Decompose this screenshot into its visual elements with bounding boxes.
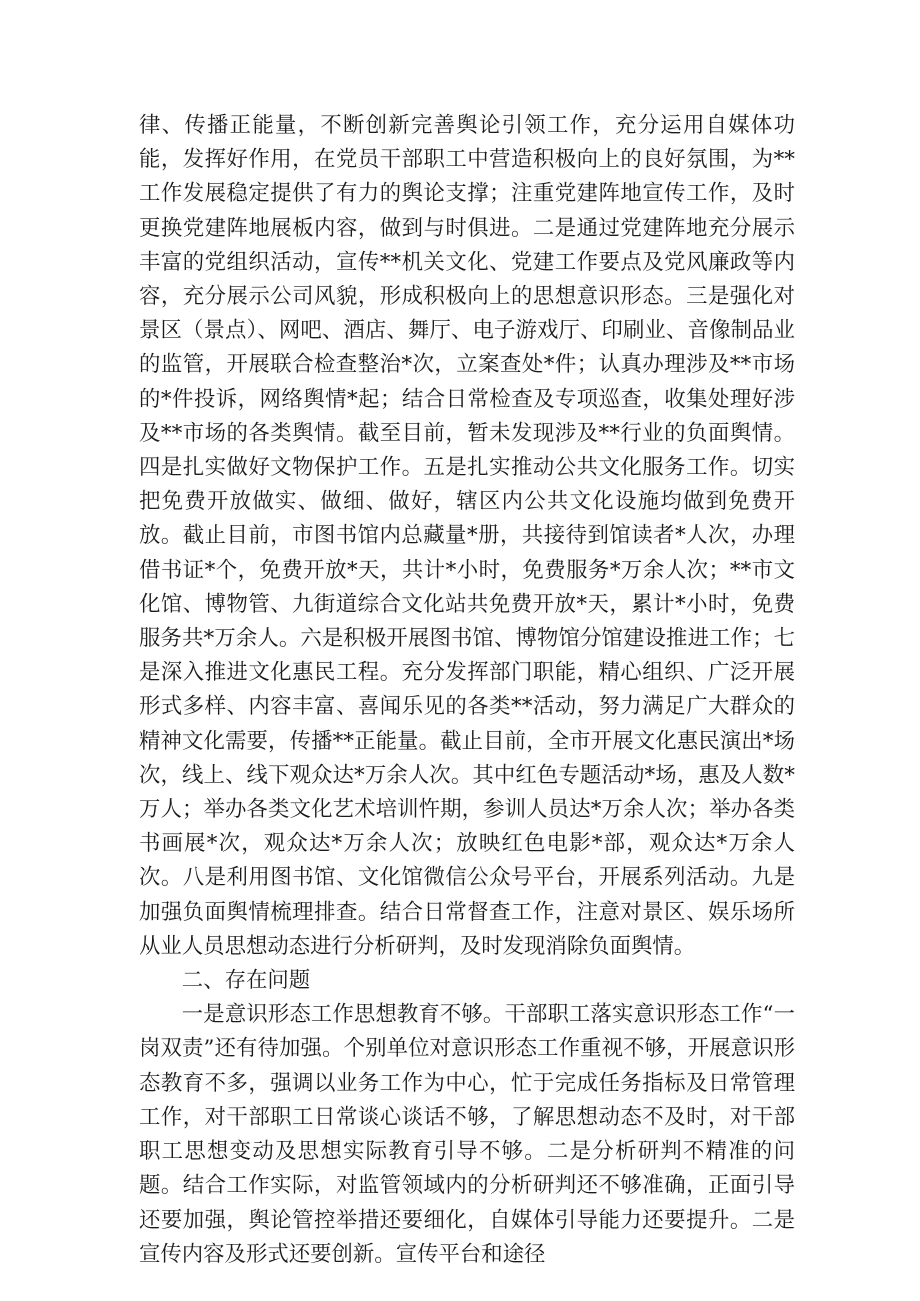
document-body: [139, 109, 795, 1272]
section-heading-problems: 二、存在问题: [181, 968, 311, 994]
paragraph-problems: 一是意识形态工作思想教育不够。干部职工落实意识形态工作“一岗双责”还有待加强。个别单位对意识形态工作重视不够，开展意识形态教育不多，强调以业务工作为中心，忙于完成任务指标及日常管理工作，对干部职工日常谈心谈话不够，了解思想动态不及时，对干部职工思想变动及思想实际教育引导不够。二是分析研判不精准的问题。结合工作实际，对监管领域内的分析研判还不够准确，正面引导还要加强，舆论管控举措还要细化，自媒体引导能力还要提升。二是宣传内容及形式还要创新。宣传平台和途径: [139, 1002, 795, 1267]
paragraph-work-summary: 律、传播正能量，不断创新完善舆论引领工作，充分运用自媒体功能，发挥好作用，在党员干部职工中营造积极向上的良好氛围，为**工作发展稳定提供了有力的舆论支撑；注重党建阵地宣传工作，及时更换党建阵地展板内容，做到与时俱进。二是通过党建阵地充分展示丰富的党组织活动，宣传**机关文化、党建工作要点及党风廉政等内容，充分展示公司风貌，形成积极向上的思想意识形态。三是强化对景区（景点）、网吧、酒店、舞厅、电子游戏厅、印刷业、音像制品业的监管，开展联合检查整治*次，立案查处*件；认真办理涉及**市场的*件投诉，网络舆情*起；结合日常检查及专项巡查，收集处理好涉及**市场的各类舆情。截至目前，暂未发现涉及**行业的负面舆情。四是扎实做好文物保护工作。五是扎实推动公共文化服务工作。切实把免费开放做实、做细、做好，辖区内公共文化设施均做到免费开放。截止目前，市图书馆内总藏量*册，共接待到馆读者*人次，办理借书证*个，免费开放*天，共计*小时，免费服务*万余人次；**市文化馆、博物管、九街道综合文化站共免费开放*天，累计*小时，免费服务共*万余人。六是积极开展图书馆、博物馆分馆建设推进工作；七是深入推进文化惠民工程。充分发挥部门职能，精心组织、广泛开展形式多样、内容丰富、喜闻乐见的各类**活动，努力满足广大群众的精神文化需要，传播**正能量。截止目前，全市开展文化惠民演出*场次，线上、线下观众达*万余人次。其中红色专题活动*场，惠及人数*万人；举办各类文化艺术培训忤期，参训人员达*万余人次；举办各类书画展*次，观众达*万余人次；放映红色电影*部，观众达*万余人次。八是利用图书馆、文化馆微信公众号平台，开展系列活动。九是加强负面舆情梳理排查。结合日常督查工作，注意对景区、娱乐场所从业人员思想动态进行分析研判，及时发现消除负面舆情。: [139, 113, 795, 959]
